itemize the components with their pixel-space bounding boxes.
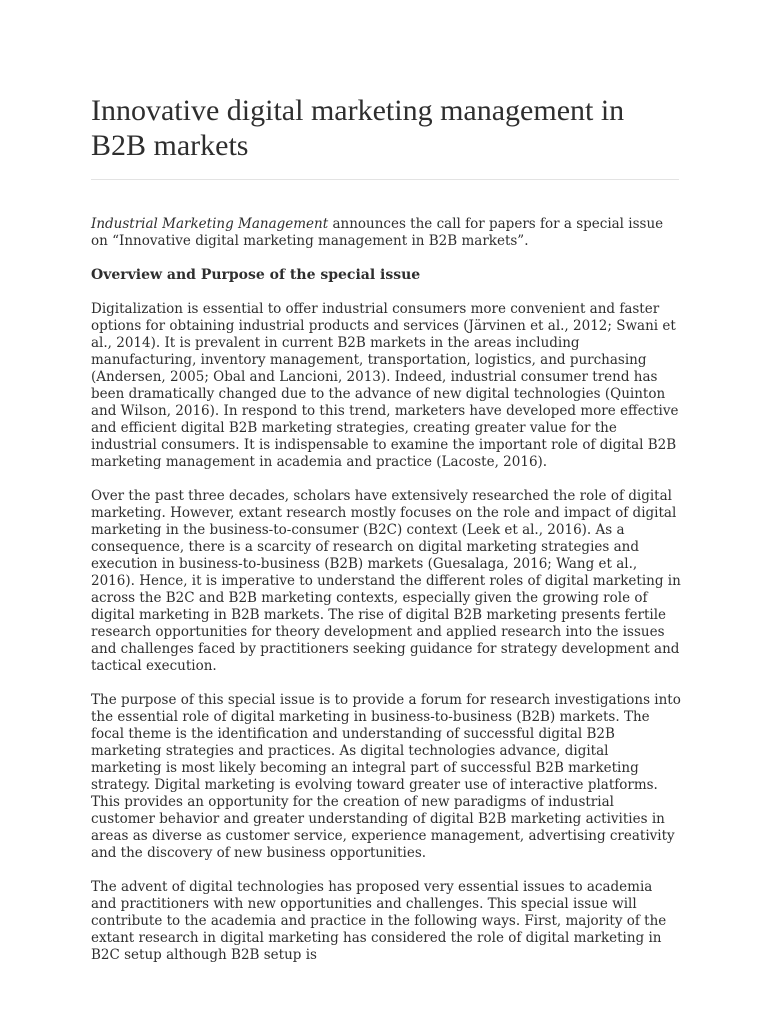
article-title: Innovative digital marketing management in B2B markets — [91, 94, 625, 162]
title-divider — [91, 179, 679, 180]
section-heading: Overview and Purpose of the special issue — [91, 267, 421, 283]
body-paragraph-2: Over the past three decades, scholars have extensively researched the role of digital marketing. However, extant research mostly focuses on the role and impact of digital marketing in the business-to-consumer (B2C) context (Leek et al., 2016). As a consequence, there is a scarcity of research on digital marketing strategies and execution in business-to-business (B2B) markets (Guesalaga, 2016; Wang et al., 2016). Hence, it is imperative to understand the different roles of digital marketing in across the B2C and B2B marketing contexts, especially given the growing role of digital marketing in B2B markets. The rise of digital B2B marketing presents fertile research opportunities for theory development and applied research into the issues and challenges faced by practitioners seeking guidance for strategy development and tactical execution. — [91, 488, 681, 674]
journal-name: Industrial Marketing Management — [91, 216, 329, 232]
body-paragraph-4: The advent of digital technologies has proposed very essential issues to academia and practitioners with new opportunities and challenges. This special issue will contribute to the academia and practice in the following ways. First, majority of the extant research in digital marketing has considered the role of digital marketing in B2C setup although B2B setup is — [91, 879, 667, 963]
intro-paragraph — [91, 216, 681, 250]
body-paragraph-3: The purpose of this special issue is to provide a forum for research investigations into the essential role of digital marketing in business-to-business (B2B) markets. The focal theme is the identification and understanding of successful digital B2B marketing strategies and practices. As digital technologies advance, digital marketing is most likely becoming an integral part of successful B2B marketing strategy. Digital marketing is evolving toward greater use of interactive platforms. This provides an opportunity for the creation of new paradigms of industrial customer behavior and greater understanding of digital B2B marketing activities in areas as diverse as customer service, experience management, advertising creativity and the discovery of new business opportunities. — [91, 692, 681, 861]
document-page — [91, 0, 681, 964]
intro-text: announces the call for papers for a special issue on “Innovative digital marketing management in B2B markets”. — [91, 216, 664, 249]
body-paragraph-1: Digitalization is essential to offer industrial consumers more convenient and faster options for obtaining industrial products and services (Järvinen et al., 2012; Swani et al., 2014). It is prevalent in current B2B markets in the areas including manufacturing, inventory management, transportation, logistics, and purchasing (Andersen, 2005; Obal and Lancioni, 2013). Indeed, industrial consumer trend has been dramatically changed due to the advance of new digital technologies (Quinton and Wilson, 2016). In respond to this trend, marketers have developed more effective and efficient digital B2B marketing strategies, creating greater value for the industrial consumers. It is indispensable to examine the important role of digital B2B marketing management in academia and practice (Lacoste, 2016). — [91, 301, 679, 470]
